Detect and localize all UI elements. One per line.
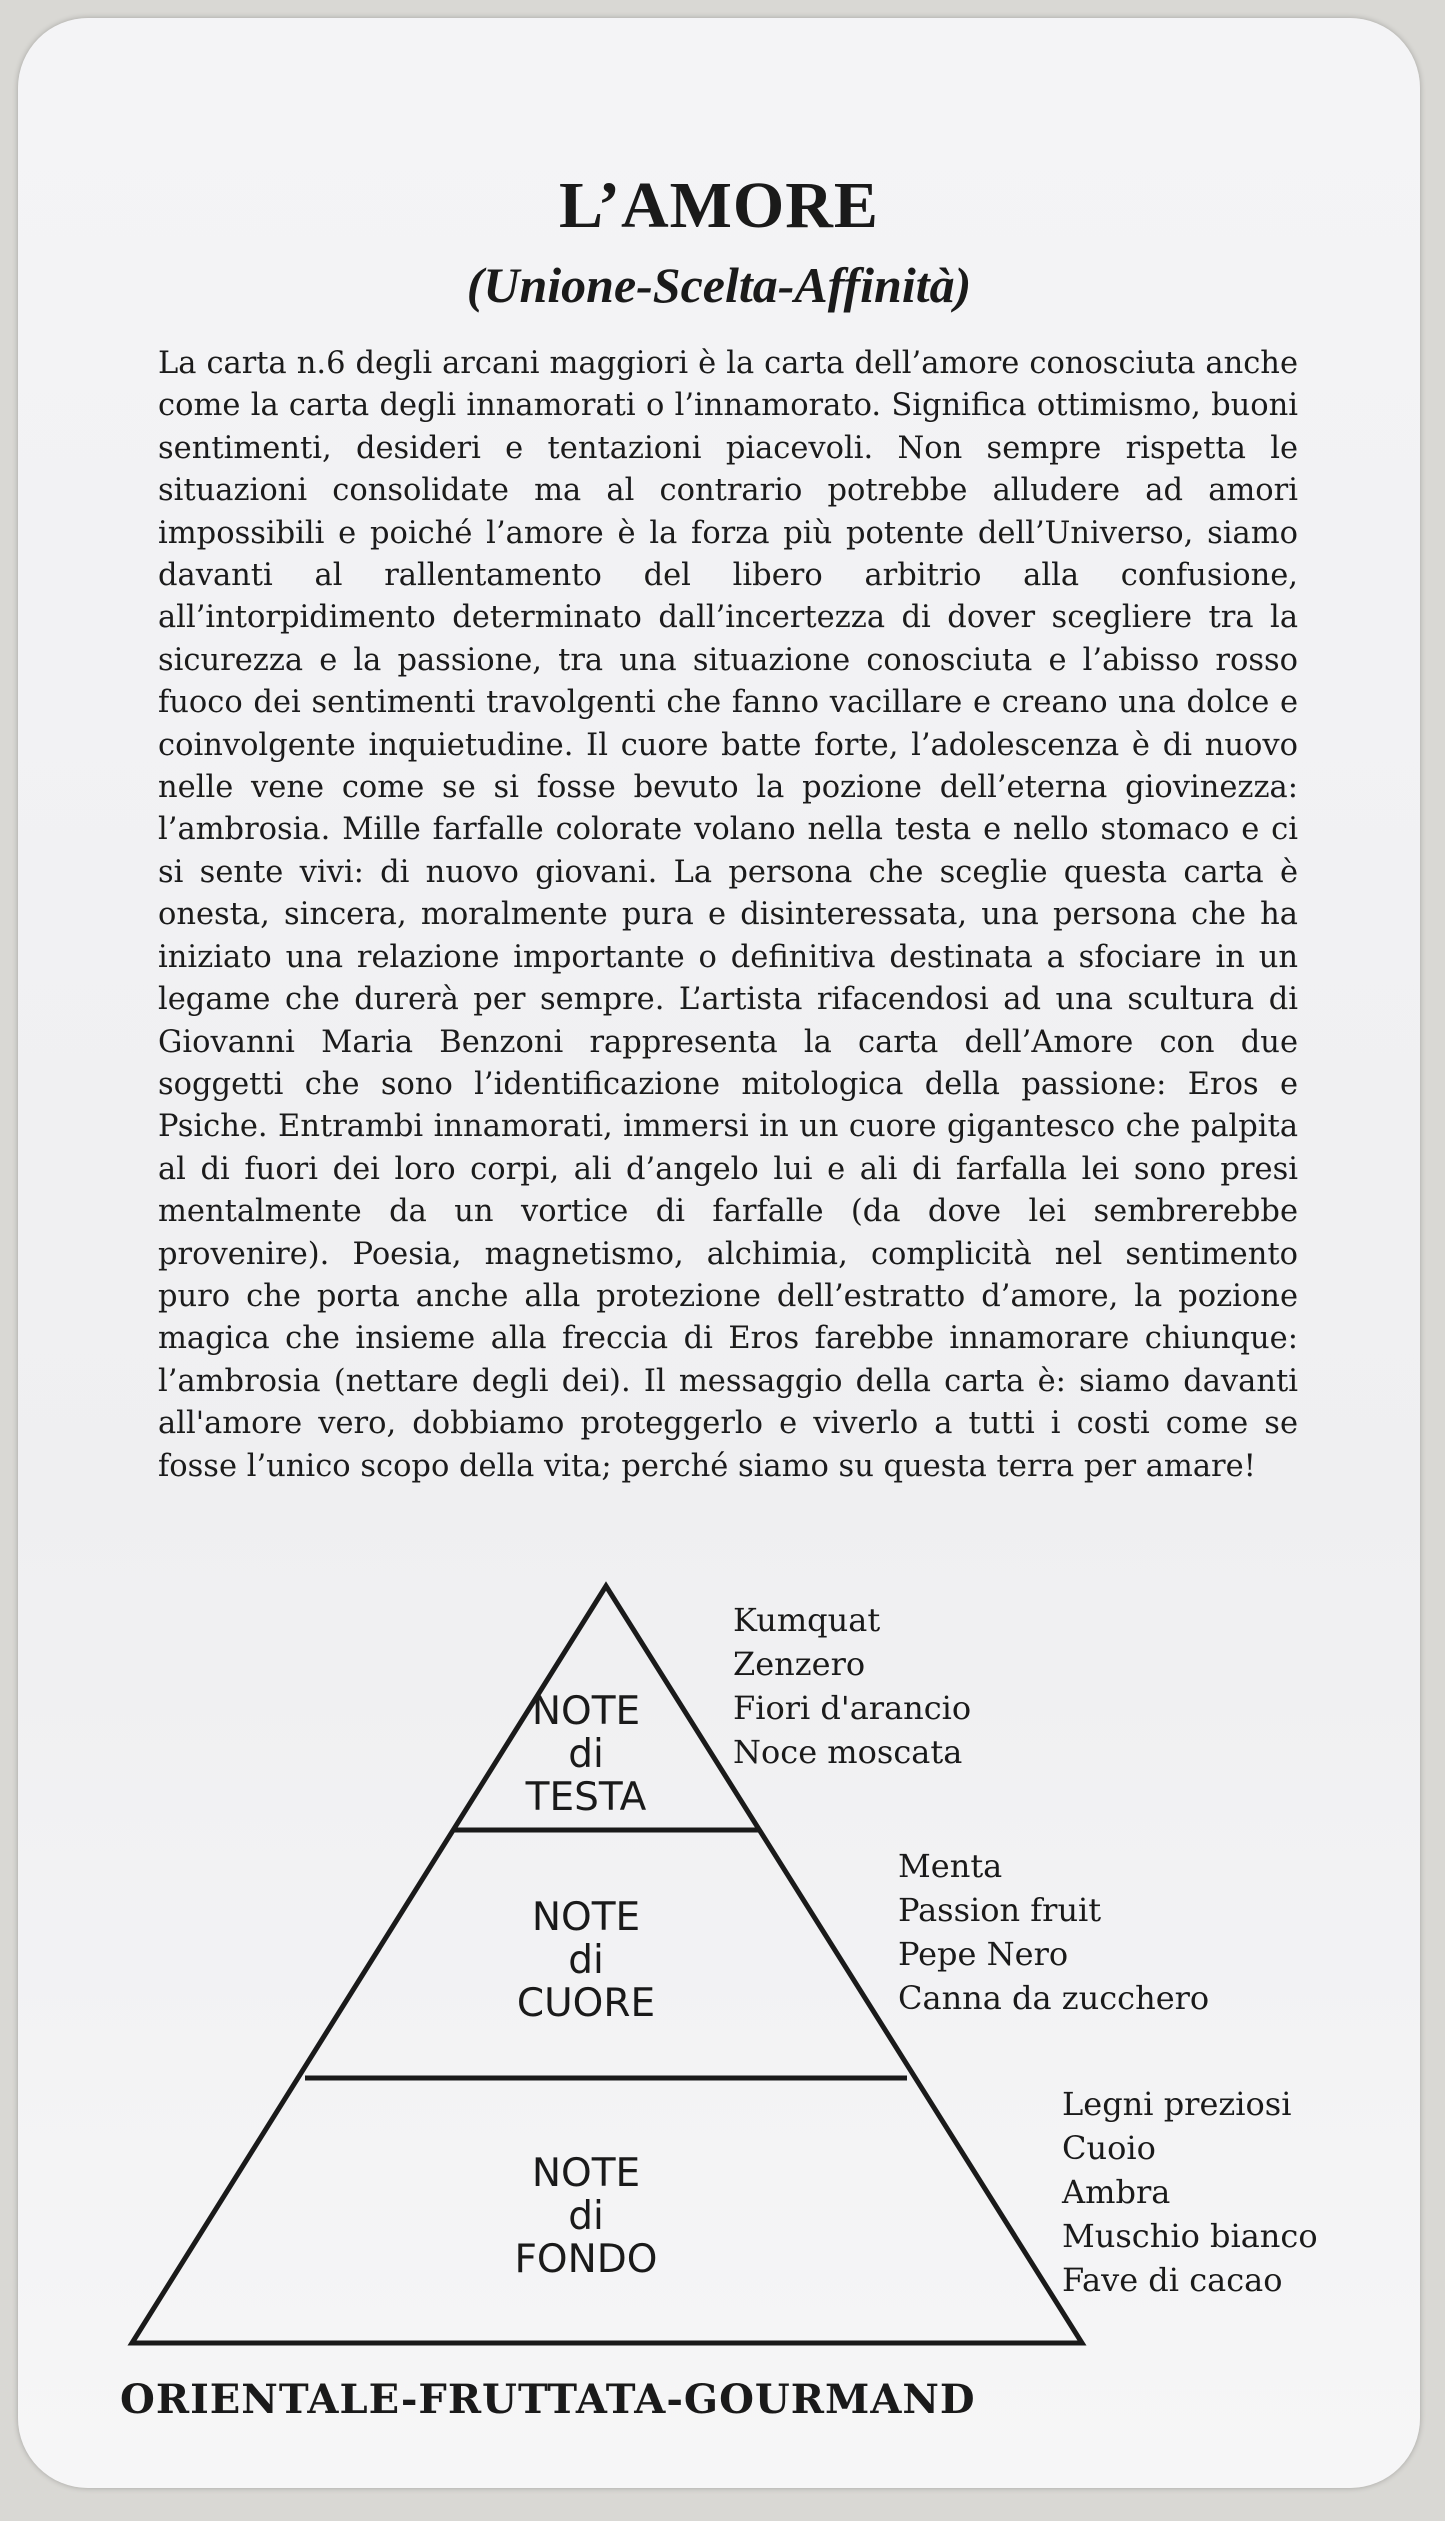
note-item: Passion fruit: [898, 1891, 1102, 1929]
note-item: Zenzero: [733, 1645, 866, 1683]
note-item: Ambra: [1062, 2173, 1171, 2211]
note-item: Fave di cacao: [1062, 2261, 1283, 2299]
top-notes-list: [733, 1598, 971, 1774]
note-item: Noce moscata: [733, 1733, 963, 1771]
base-notes-label-line2: di: [568, 2194, 604, 2239]
heart-notes-label-line1: NOTE: [531, 1895, 641, 1940]
note-item: Kumquat: [733, 1601, 881, 1639]
heart-notes-label: [466, 1896, 706, 2025]
base-notes-label-line3: FONDO: [514, 2237, 658, 2282]
heart-notes-label-line3: CUORE: [516, 1981, 656, 2026]
base-notes-label-line1: NOTE: [531, 2151, 641, 2196]
heart-notes-label-line2: di: [568, 1938, 604, 1983]
top-notes-label-line2: di: [568, 1732, 604, 1777]
note-item: Pepe Nero: [898, 1935, 1069, 1973]
heart-notes-list: [898, 1844, 1209, 2020]
top-notes-label-line3: TESTA: [525, 1775, 647, 1820]
base-notes-list: [1062, 2082, 1318, 2302]
fragrance-family: ORIENTALE-FRUTTATA-GOURMAND: [120, 2376, 976, 2423]
note-item: Menta: [898, 1847, 1003, 1885]
card-title: L’AMORE: [559, 169, 879, 242]
top-notes-label-line1: NOTE: [531, 1689, 641, 1734]
card-subtitle: (Unione-Scelta-Affinità): [466, 257, 972, 313]
card-description: La carta n.6 degli arcani maggiori è la carta dell’amore conosciuta anche come la carta degli innamorati o l’innamorato. Significa ottimismo, buoni sentimenti, desideri e tentazioni piacevoli. Non sempre rispetta le situazioni consolidate ma al contrario potrebbe alludere ad amori impossibili e poiché l’amore è la forza più potente dell’Universo, siamo davanti al rallentamento del libero arbitrio alla confusione, all’intorpidimento determinato dall’incertezza di dover scegliere tra la sicurezza e la passione, tra una situazione conosciuta e l’abisso rosso fuoco dei sentimenti travolgenti che fanno vacillare e creano una dolce e coinvolgente inquietudine. Il cuore batte forte, l’adolescenza è di nuovo nelle vene come se si fosse bevuto la pozione dell’eterna giovinezza: l’ambrosia. Mille farfalle colorate volano nella testa e nello stomaco e ci si sente vivi: di nuovo giovani. La persona che sceglie questa carta è onesta, sincera, moralmente pura e disinteressata, una persona che ha iniziato una relazione importante o definitiva destinata a sfociare in un legame che durerà per sempre. L’artista rifacendosi ad una scultura di Giovanni Maria Benzoni rappresenta la carta dell’Amore con due soggetti che sono l’identificazione mitologica della passione: Eros e Psiche. Entrambi innamorati, immersi in un cuore gigantesco che palpita al di fuori dei loro corpi, ali d’angelo lui e ali di farfalla lei sono presi mentalmente da un vortice di farfalle (da dove lei sembrerebbe provenire). Poesia, magnetismo, alchimia, complicità nel sentimento puro che porta anche alla protezione dell’estratto d’amore, la pozione magica che insieme alla freccia di Eros farebbe innamorare chiunque: l’ambrosia (nettare degli dei). Il messaggio della carta è: siamo davanti all'amore vero, dobbiamo proteggerlo e viverlo a tutti i costi come se fosse l’unico scopo della vita; perché siamo su questa terra per amare!: [158, 346, 1298, 1484]
note-item: Fiori d'arancio: [733, 1689, 972, 1727]
tarot-card: [18, 18, 1420, 2488]
note-item: Canna da zucchero: [898, 1979, 1210, 2017]
note-item: Cuoio: [1062, 2129, 1156, 2167]
top-notes-label: [466, 1690, 706, 1819]
note-item: Muschio bianco: [1062, 2217, 1318, 2255]
note-item: Legni preziosi: [1062, 2085, 1292, 2123]
base-notes-label: [466, 2152, 706, 2281]
